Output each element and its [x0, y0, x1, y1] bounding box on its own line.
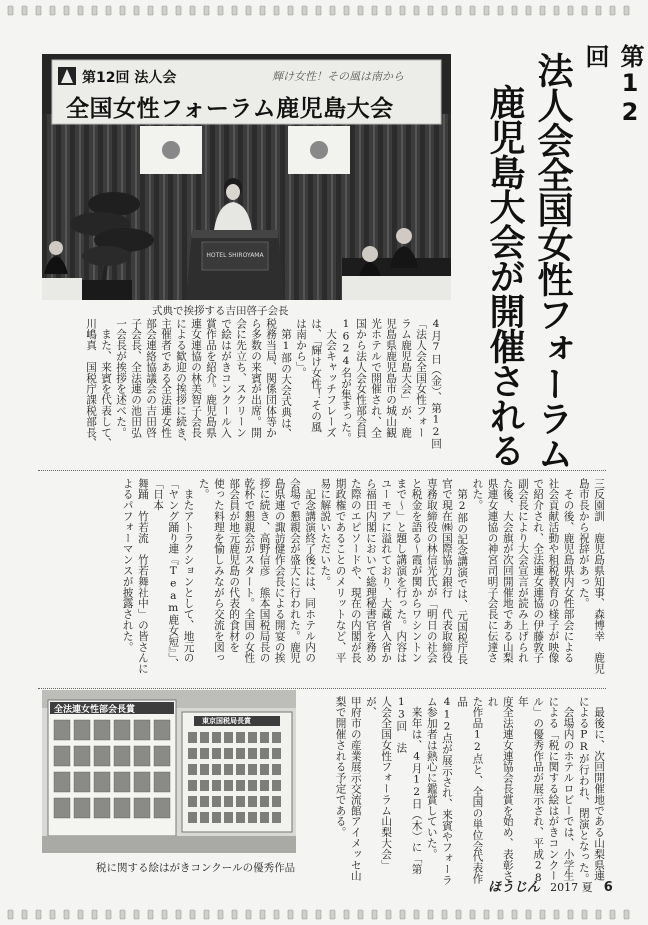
lower-col: 度全法連女連協会長賞を始め、表彰され — [486, 696, 514, 882]
middle-col: よるパフォーマンスが披露された。 — [121, 478, 134, 653]
middle-col: 乾杯で懇親会がスタート。全国の女性 — [243, 478, 256, 664]
lower-col: ル」の優秀作品が展示され、平成28年 — [516, 696, 545, 885]
upper-col: 子会長、全法連の池田弘 — [130, 318, 142, 438]
middle-col: 官で現在㈱国際協力銀行 代表取締役 — [440, 478, 453, 664]
upper-col: 川嶋真 国税庁課税部長、 — [85, 318, 97, 449]
exhibition-photo-caption: 税に関する絵はがきコンクールの優秀作品 — [96, 862, 296, 874]
upper-col: 児島県鹿児島市の城山観 — [385, 318, 397, 438]
lower-col: 412点が展示され、来賓やフォーラ — [440, 696, 453, 886]
middle-col: 島市長から祝辞があった。 — [577, 478, 590, 609]
upper-col: ら多数の来賓が出席。開 — [250, 318, 262, 438]
headline-line2: 鹿児島大会が開催される — [484, 84, 525, 467]
middle-col: 拶に続き、高野信彦 熊本国税局長の — [258, 478, 271, 664]
middle-col: その後、鹿児島県内女性部会による — [562, 478, 575, 664]
footer — [488, 876, 613, 894]
lower-col: ム参加者は熱心に鑑賞していた。 — [425, 696, 438, 860]
upper-col: 大会キャッチフレーズ — [325, 318, 337, 438]
upper-col: は、「輝け女性！その風 — [310, 318, 322, 433]
upper-col: 光ホテルで開催され、全 — [370, 318, 382, 438]
middle-col: 部会員が地元鹿児島の代表的食材を — [228, 478, 241, 653]
ceremony-photo-caption: 式典で挨拶する吉田啓子会長 — [152, 305, 289, 317]
banner-small-text: 第12回 法人会 — [82, 70, 177, 86]
banner-slogan-text: 輝け女性！その風は南から — [272, 70, 404, 83]
upper-col: 部会連絡協議会の吉田啓 — [145, 318, 157, 438]
middle-col: ユーモアに溢れており、大蔵省入省か — [380, 478, 393, 664]
middle-col: れた。 — [471, 478, 484, 511]
headline-kicker: 第12回 — [581, 44, 644, 127]
banner-large-text: 全国女性フォーラム鹿児島大会 — [66, 96, 394, 122]
lower-col: 会場内のホテルロビーでは、小学生 — [562, 696, 575, 882]
middle-col: で紹介され、全法連女連協の伊藤敦子 — [532, 478, 545, 664]
lower-article-block — [332, 696, 606, 892]
podium-sign-text: HOTEL SHIROYAMA — [206, 252, 264, 259]
section-divider — [38, 688, 606, 689]
upper-col: ラム鹿児島大会」が、鹿 — [400, 318, 412, 438]
lower-col: た作品12点と、全国の単位会代表作品 — [456, 696, 484, 885]
upper-col: 4月7日（金）、第12回 — [430, 318, 442, 450]
upper-col: で絵はがきコンクール入 — [220, 318, 232, 438]
upper-col: は南から」。 — [295, 318, 307, 379]
middle-col: 易に解説いただいた。 — [319, 478, 332, 587]
upper-col: 「法人会全国女性フォー — [415, 318, 427, 438]
middle-col: た後、大会旗が次回開催地である山梨 — [501, 478, 514, 664]
middle-col: た。 — [197, 478, 210, 500]
section-divider — [38, 470, 606, 471]
middle-col: と税金を語る～霞が関からワシントン — [410, 478, 423, 664]
footer-page-number: 6 — [603, 880, 613, 895]
middle-col: ら福田内閣において総理秘書官を務め — [364, 478, 377, 664]
middle-col: 三反園訓 鹿児島県知事、森博幸 鹿児 — [593, 478, 605, 675]
upper-col: また、来賓を代表して、 — [100, 318, 112, 449]
middle-col: 会場で懇親会が盛大に行われた。鹿児 — [288, 478, 301, 664]
middle-col: 期政権であることのメリットなど、平 — [334, 478, 347, 664]
middle-col: 副会長により大会宣言が読み上げられ — [516, 478, 529, 664]
footer-issue: 2017 夏 — [550, 881, 593, 894]
upper-col: による歓迎の挨拶に続き、 — [175, 318, 187, 449]
lower-col: によるPRが行われ、閉演となった。 — [577, 696, 590, 885]
upper-col: 主催者である全法連女性 — [160, 318, 172, 438]
upper-col: 一会長が挨拶を述べた。 — [115, 318, 127, 438]
exhibition-photo — [42, 690, 296, 853]
middle-col: またアトラクションとして、地元の — [182, 478, 195, 664]
headline-line1: 法人会全国女性フォーラム — [532, 52, 573, 470]
middle-col: 社会貢献活動や租税教育の様子が映像 — [547, 478, 560, 664]
upper-col: 1624名が集まった。 — [340, 318, 352, 444]
exhibition-board-title-2: 東京国税局長賞 — [202, 717, 251, 725]
middle-col: た際のエピソードや、現在の内閣が長 — [349, 478, 362, 664]
lower-col: 梨で開催される予定である。 — [334, 696, 347, 838]
ceremony-photo — [42, 54, 451, 300]
binding-holes-top — [0, 0, 640, 24]
middle-article-block — [120, 478, 607, 682]
lower-col: による「税に関する絵はがきコンクー — [547, 696, 560, 882]
lower-col: 甲府市の産業展示交流館アイメッセ山 — [349, 696, 362, 882]
middle-col: 島県連の諏訪健作会長による開宴の挨 — [273, 478, 286, 664]
upper-article-block — [83, 318, 443, 464]
middle-col: まで～」と題し講演を行った。内容は — [395, 478, 408, 664]
middle-col: 使った料理を愉しみながら交流を図っ — [212, 478, 225, 664]
lower-col: 人会全国女性フォーラム山梨大会」が、 — [364, 696, 393, 871]
binding-holes-bottom — [0, 901, 640, 925]
middle-col: 「ヤング踊り連『Team鹿女短』」、「日本 — [152, 478, 180, 670]
upper-col: 連女連協の林美智子会長 — [190, 318, 202, 438]
middle-col: 舞踊 竹若流 竹若舞社中」の皆さんに — [136, 478, 149, 675]
middle-col: 第2部の記念講演では、元国税庁長 — [456, 478, 469, 665]
middle-col: 県連女連協の神宮司明子会長に伝達さ — [486, 478, 499, 664]
upper-col: 国から法人会女性部会員 — [355, 318, 367, 438]
upper-col: 税務当局、関係団体等か — [265, 318, 277, 438]
exhibition-board-title: 全法連女性部会長賞 — [54, 705, 136, 715]
upper-col: 第1部の大会式典は、 — [280, 318, 292, 440]
middle-col: 記念講演終了後には、同ホテル内の — [304, 478, 317, 664]
middle-col: 専務取締役の林信光氏が「明日の社会 — [425, 478, 438, 664]
upper-col: 賞作品を紹介。鹿児島県 — [205, 318, 217, 438]
lower-col: 来年は、4月12日（木）に「第13回 法 — [395, 696, 423, 875]
footer-brand: ほうじん — [488, 880, 541, 895]
upper-col: 会に先立ち、スクリーン — [235, 318, 247, 438]
lower-col: 最後に、次回開催地である山梨県連 — [593, 696, 605, 882]
